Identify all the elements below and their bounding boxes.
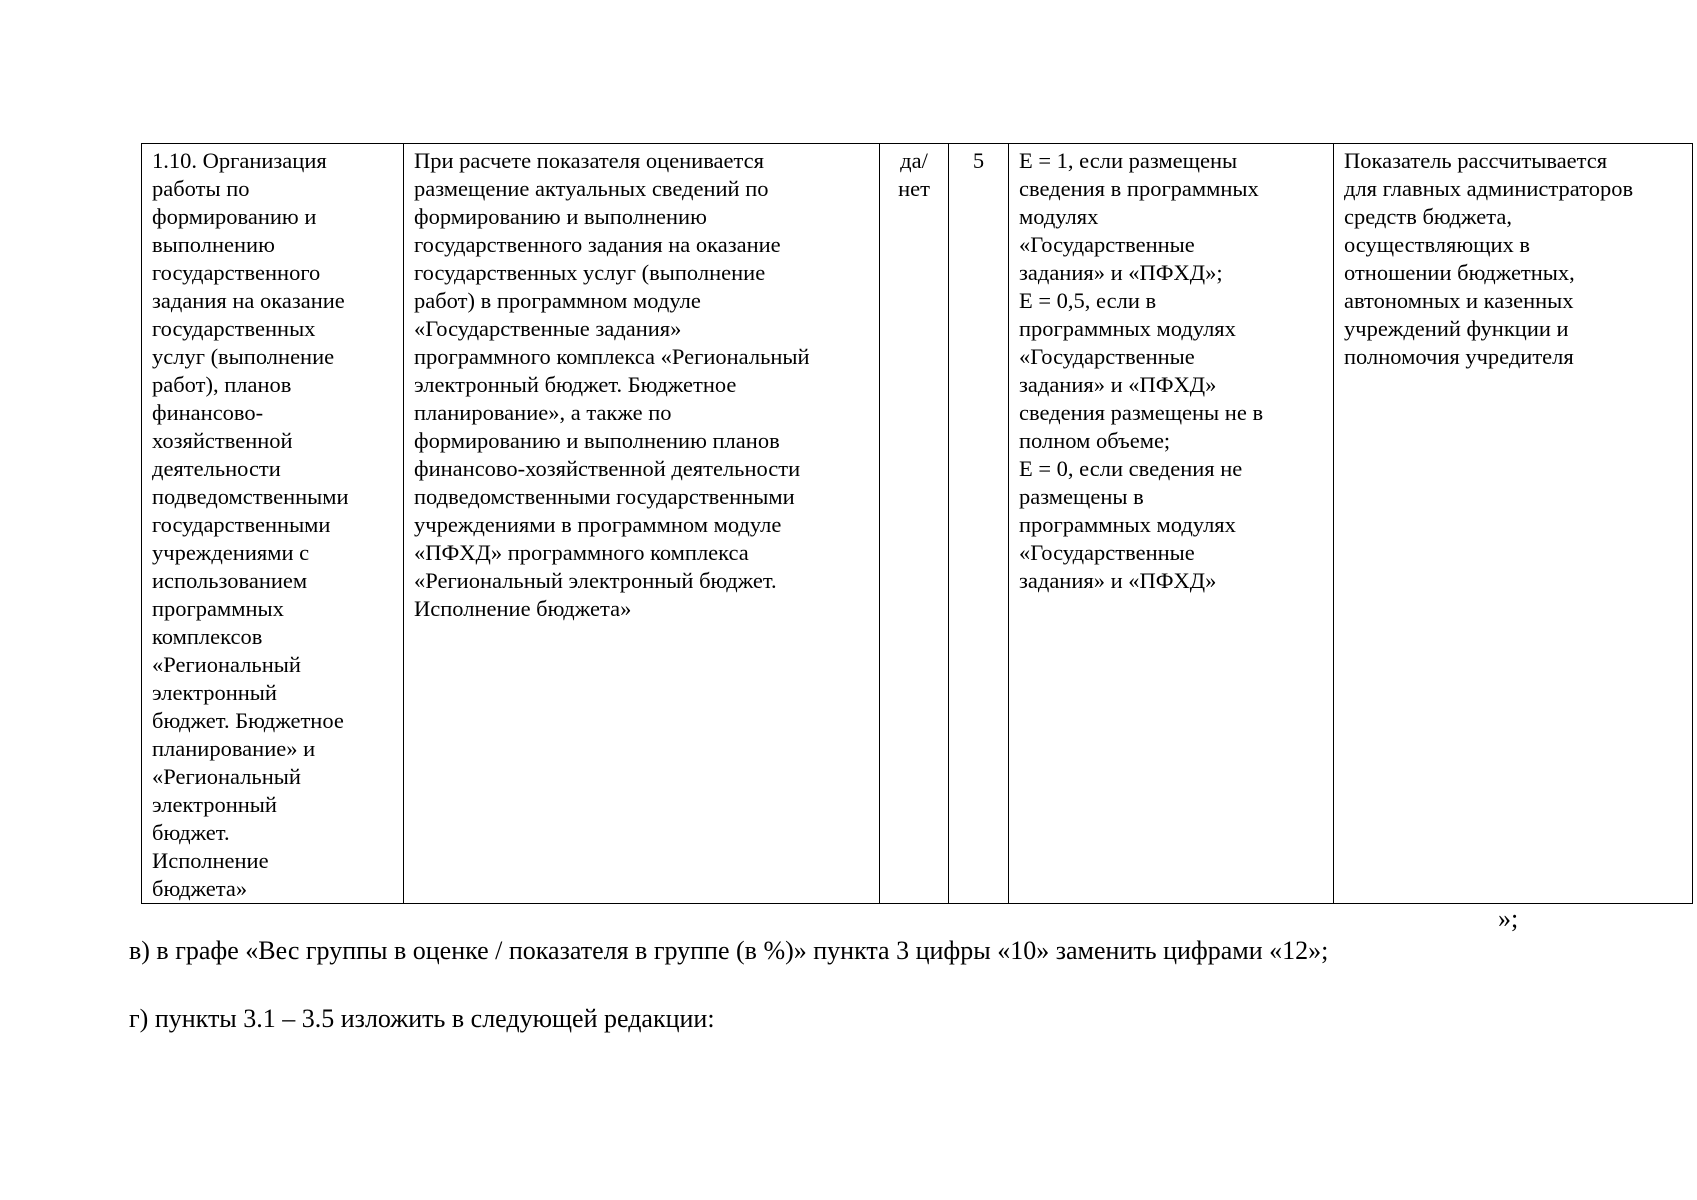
paragraph-v: в) в графе «Вес группы в оценке / показателя в группе (в %)» пункта 3 цифры «10» заменить цифрами «12»; — [129, 936, 1329, 965]
closing-quote: »; — [1498, 904, 1519, 933]
indicator-name-cell: 1.10. Организация работы по формированию и выполнению государственного задания на оказание государственных услуг (выполнение работ), планов финансово- хозяйственной деятельности подведомственными государственными учреждениями с использованием программных комплексов «Региональный электронный бюджет. Бюджетное планирование» и «Региональный электронный бюджет. Исполнение бюджета» — [142, 144, 404, 904]
note-cell: Показатель рассчитывается для главных администраторов средств бюджета, осуществляющих в отношении бюджетных, автономных и казенных учреждений функции и полномочия учредителя — [1334, 144, 1693, 904]
unit-cell: да/ нет — [880, 144, 949, 904]
weight-cell: 5 — [949, 144, 1009, 904]
formula-cell: E = 1, если размещены сведения в программных модулях «Государственные задания» и «ПФХД»; E = 0,5, если в программных модулях «Государственные задания» и «ПФХД» сведения размещены не в полном объеме; E = 0, если сведения не размещены в программных модулях «Государственные задания» и «ПФХД» — [1009, 144, 1334, 904]
paragraph-g: г) пункты 3.1 – 3.5 изложить в следующей редакции: — [129, 1004, 715, 1033]
table-row — [142, 144, 1693, 904]
criteria-table — [141, 143, 1693, 904]
indicator-description-cell: При расчете показателя оценивается размещение актуальных сведений по формированию и выполнению государственного задания на оказание государственных услуг (выполнение работ) в программном модуле «Государственные задания» программного комплекса «Региональный электронный бюджет. Бюджетное планирование», а также по формированию и выполнению планов финансово-хозяйственной деятельности подведомственными государственными учреждениями в программном модуле «ПФХД» программного комплекса «Региональный электронный бюджет. Исполнение бюджета» — [404, 144, 880, 904]
